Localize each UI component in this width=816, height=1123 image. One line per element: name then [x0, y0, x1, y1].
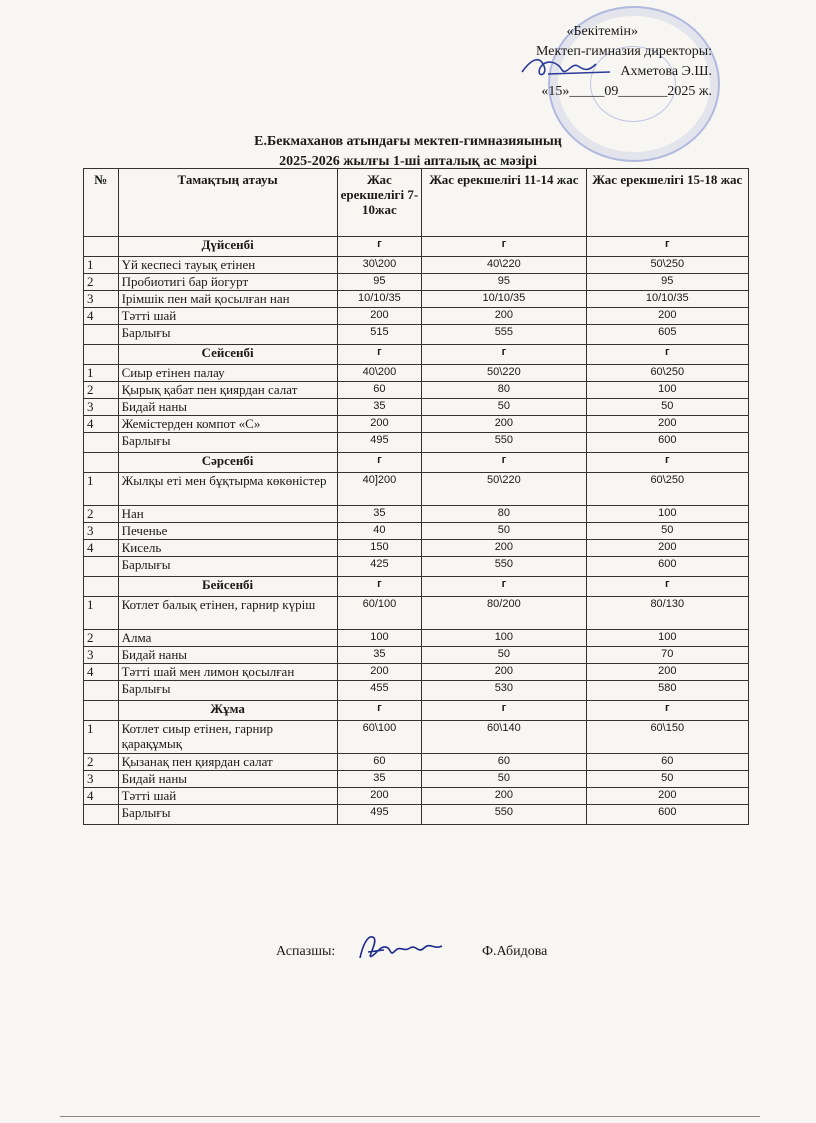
- total-age-7-10: 495: [337, 805, 422, 825]
- total-row-empty-cell: [84, 433, 119, 453]
- item-number: 3: [84, 771, 119, 788]
- total-age-11-14: 555: [422, 325, 586, 345]
- menu-item-row: [84, 788, 749, 805]
- total-age-7-10: 495: [337, 433, 422, 453]
- item-number: 4: [84, 788, 119, 805]
- portion-age-15-18: 60\250: [586, 365, 748, 382]
- total-label: Барлығы: [118, 557, 337, 577]
- unit-label: г: [337, 345, 422, 365]
- portion-age-7-10: 10/10/35: [337, 291, 422, 308]
- day-row-empty-cell: [84, 701, 119, 721]
- menu-item-row: [84, 754, 749, 771]
- table-header-row: [84, 169, 749, 237]
- portion-age-7-10: 35: [337, 399, 422, 416]
- portion-age-11-14: 50: [422, 399, 586, 416]
- portion-age-15-18: 10/10/35: [586, 291, 748, 308]
- portion-age-7-10: 150: [337, 540, 422, 557]
- approval-title: Мектеп-гимназия директоры:: [535, 44, 712, 59]
- dish-name: Сиыр етінен палау: [118, 365, 337, 382]
- unit-label: г: [586, 701, 748, 721]
- cook-label: Аспазшы:: [276, 944, 336, 959]
- dish-name: Үй кеспесі тауық етінен: [118, 257, 337, 274]
- day-name: Сәрсенбі: [118, 453, 337, 473]
- day-row-empty-cell: [84, 577, 119, 597]
- menu-item-row: [84, 664, 749, 681]
- menu-item-row: [84, 257, 749, 274]
- item-number: 2: [84, 754, 119, 771]
- unit-label: г: [422, 453, 586, 473]
- portion-age-11-14: 10/10/35: [422, 291, 586, 308]
- menu-item-row: [84, 597, 749, 630]
- menu-item-row: [84, 274, 749, 291]
- unit-label: г: [422, 345, 586, 365]
- dish-name: Котлет сиыр етінен, гарнир қарақұмық: [118, 721, 337, 754]
- portion-age-11-14: 200: [422, 416, 586, 433]
- portion-age-7-10: 60: [337, 754, 422, 771]
- unit-label: г: [422, 237, 586, 257]
- portion-age-7-10: 40: [337, 523, 422, 540]
- day-name: Дүйсенбі: [118, 237, 337, 257]
- portion-age-7-10: 35: [337, 506, 422, 523]
- director-signature: [518, 52, 614, 84]
- day-name: Бейсенбі: [118, 577, 337, 597]
- day-name: Жұма: [118, 701, 337, 721]
- dish-name: Котлет балық етінен, гарнир күріш: [118, 597, 337, 630]
- footer-cook: [276, 944, 596, 984]
- portion-age-15-18: 60\150: [586, 721, 748, 754]
- total-age-15-18: 600: [586, 557, 748, 577]
- unit-label: г: [337, 577, 422, 597]
- portion-age-15-18: 80/130: [586, 597, 748, 630]
- dish-name: Жылқы еті мен бұқтырма көкөністер: [118, 473, 337, 506]
- unit-label: г: [337, 237, 422, 257]
- portion-age-11-14: 200: [422, 540, 586, 557]
- dish-name: Нан: [118, 506, 337, 523]
- header-dish-name: Тамақтың атауы: [118, 169, 337, 237]
- portion-age-15-18: 60\250: [586, 473, 748, 506]
- portion-age-11-14: 50: [422, 523, 586, 540]
- unit-label: г: [337, 453, 422, 473]
- menu-item-row: [84, 365, 749, 382]
- day-name: Сейсенбі: [118, 345, 337, 365]
- menu-item-row: [84, 473, 749, 506]
- portion-age-11-14: 100: [422, 630, 586, 647]
- total-age-7-10: 515: [337, 325, 422, 345]
- header-age-15-18: Жас ерекшелігі 15-18 жас: [586, 169, 748, 237]
- document-title-line1: Е.Бекмаханов атындағы мектеп-гимназияының: [254, 134, 562, 149]
- menu-item-row: [84, 382, 749, 399]
- portion-age-11-14: 50: [422, 771, 586, 788]
- item-number: 2: [84, 630, 119, 647]
- portion-age-15-18: 200: [586, 416, 748, 433]
- portion-age-15-18: 200: [586, 308, 748, 325]
- unit-label: г: [586, 237, 748, 257]
- total-age-7-10: 425: [337, 557, 422, 577]
- portion-age-7-10: 200: [337, 664, 422, 681]
- portion-age-11-14: 50\220: [422, 365, 586, 382]
- item-number: 1: [84, 365, 119, 382]
- portion-age-11-14: 60\140: [422, 721, 586, 754]
- portion-age-11-14: 200: [422, 788, 586, 805]
- day-row-empty-cell: [84, 453, 119, 473]
- total-age-15-18: 580: [586, 681, 748, 701]
- dish-name: Бидай наны: [118, 647, 337, 664]
- item-number: 1: [84, 473, 119, 506]
- dish-name: Тәтті шай мен лимон қосылған: [118, 664, 337, 681]
- total-age-7-10: 455: [337, 681, 422, 701]
- weekly-menu-table: [83, 168, 749, 825]
- total-row: [84, 681, 749, 701]
- menu-item-row: [84, 416, 749, 433]
- item-number: 2: [84, 274, 119, 291]
- portion-age-15-18: 100: [586, 506, 748, 523]
- portion-age-15-18: 100: [586, 382, 748, 399]
- portion-age-7-10: 40]200: [337, 473, 422, 506]
- portion-age-7-10: 100: [337, 630, 422, 647]
- menu-item-row: [84, 291, 749, 308]
- item-number: 4: [84, 664, 119, 681]
- dish-name: Қырық қабат пен қиярдан салат: [118, 382, 337, 399]
- item-number: 1: [84, 257, 119, 274]
- item-number: 3: [84, 523, 119, 540]
- dish-name: Тәтті шай: [118, 788, 337, 805]
- dish-name: Бидай наны: [118, 399, 337, 416]
- portion-age-11-14: 40\220: [422, 257, 586, 274]
- portion-age-11-14: 50: [422, 647, 586, 664]
- total-row: [84, 325, 749, 345]
- table-body: [84, 237, 749, 825]
- item-number: 4: [84, 308, 119, 325]
- menu-item-row: [84, 630, 749, 647]
- total-label: Барлығы: [118, 681, 337, 701]
- menu-item-row: [84, 523, 749, 540]
- unit-label: г: [422, 577, 586, 597]
- dish-name: Алма: [118, 630, 337, 647]
- dish-name: Қызанақ пен қиярдан салат: [118, 754, 337, 771]
- page-bottom-rule: [60, 1116, 760, 1117]
- cook-signature: [354, 930, 450, 966]
- dish-name: Тәтті шай: [118, 308, 337, 325]
- menu-item-row: [84, 647, 749, 664]
- portion-age-7-10: 60\100: [337, 721, 422, 754]
- portion-age-11-14: 200: [422, 308, 586, 325]
- portion-age-15-18: 50\250: [586, 257, 748, 274]
- unit-label: г: [422, 701, 586, 721]
- portion-age-15-18: 70: [586, 647, 748, 664]
- total-row-empty-cell: [84, 557, 119, 577]
- item-number: 1: [84, 597, 119, 630]
- total-row-empty-cell: [84, 805, 119, 825]
- total-label: Барлығы: [118, 805, 337, 825]
- portion-age-15-18: 95: [586, 274, 748, 291]
- menu-item-row: [84, 771, 749, 788]
- portion-age-7-10: 200: [337, 416, 422, 433]
- item-number: 3: [84, 399, 119, 416]
- unit-label: г: [586, 345, 748, 365]
- menu-item-row: [84, 721, 749, 754]
- total-age-11-14: 550: [422, 805, 586, 825]
- dish-name: Ірімшік пен май қосылған нан: [118, 291, 337, 308]
- document-title: [0, 132, 816, 172]
- total-row: [84, 805, 749, 825]
- total-row: [84, 433, 749, 453]
- menu-item-row: [84, 399, 749, 416]
- total-age-11-14: 550: [422, 557, 586, 577]
- header-age-7-10: Жас ерекшелігі 7-10жас: [337, 169, 422, 237]
- portion-age-11-14: 95: [422, 274, 586, 291]
- day-row-empty-cell: [84, 237, 119, 257]
- day-row: [84, 237, 749, 257]
- portion-age-15-18: 50: [586, 523, 748, 540]
- portion-age-11-14: 80: [422, 382, 586, 399]
- total-age-11-14: 530: [422, 681, 586, 701]
- portion-age-7-10: 60/100: [337, 597, 422, 630]
- item-number: 2: [84, 506, 119, 523]
- day-row-empty-cell: [84, 345, 119, 365]
- portion-age-7-10: 35: [337, 647, 422, 664]
- total-age-11-14: 550: [422, 433, 586, 453]
- portion-age-7-10: 35: [337, 771, 422, 788]
- approval-signer: Ахметова Э.Ш.: [620, 64, 712, 79]
- dish-name: Кисель: [118, 540, 337, 557]
- total-age-15-18: 600: [586, 805, 748, 825]
- header-age-11-14: Жас ерекшелігі 11-14 жас: [422, 169, 586, 237]
- item-number: 3: [84, 291, 119, 308]
- unit-label: г: [586, 577, 748, 597]
- portion-age-11-14: 200: [422, 664, 586, 681]
- total-row-empty-cell: [84, 681, 119, 701]
- portion-age-11-14: 80/200: [422, 597, 586, 630]
- total-row: [84, 557, 749, 577]
- portion-age-15-18: 200: [586, 788, 748, 805]
- portion-age-15-18: 100: [586, 630, 748, 647]
- portion-age-11-14: 50\220: [422, 473, 586, 506]
- day-row: [84, 453, 749, 473]
- portion-age-7-10: 95: [337, 274, 422, 291]
- portion-age-11-14: 60: [422, 754, 586, 771]
- dish-name: Пробиотигі бар йогурт: [118, 274, 337, 291]
- portion-age-7-10: 60: [337, 382, 422, 399]
- day-row: [84, 577, 749, 597]
- total-row-empty-cell: [84, 325, 119, 345]
- total-label: Барлығы: [118, 433, 337, 453]
- dish-name: Бидай наны: [118, 771, 337, 788]
- total-age-15-18: 605: [586, 325, 748, 345]
- menu-item-row: [84, 540, 749, 557]
- item-number: 4: [84, 540, 119, 557]
- item-number: 4: [84, 416, 119, 433]
- item-number: 2: [84, 382, 119, 399]
- portion-age-11-14: 80: [422, 506, 586, 523]
- item-number: 3: [84, 647, 119, 664]
- total-age-15-18: 600: [586, 433, 748, 453]
- portion-age-7-10: 30\200: [337, 257, 422, 274]
- portion-age-15-18: 50: [586, 399, 748, 416]
- approval-stamp-text: «Бекітемін»: [566, 24, 638, 39]
- portion-age-7-10: 200: [337, 788, 422, 805]
- cook-name: Ф.Абидова: [482, 944, 548, 959]
- day-row: [84, 345, 749, 365]
- approval-date: «15»_____09_______2025 ж.: [541, 84, 712, 99]
- portion-age-15-18: 200: [586, 540, 748, 557]
- dish-name: Печенье: [118, 523, 337, 540]
- unit-label: г: [337, 701, 422, 721]
- dish-name: Жемістерден компот «С»: [118, 416, 337, 433]
- total-label: Барлығы: [118, 325, 337, 345]
- day-row: [84, 701, 749, 721]
- unit-label: г: [586, 453, 748, 473]
- portion-age-15-18: 200: [586, 664, 748, 681]
- portion-age-7-10: 40\200: [337, 365, 422, 382]
- menu-item-row: [84, 506, 749, 523]
- portion-age-7-10: 200: [337, 308, 422, 325]
- item-number: 1: [84, 721, 119, 754]
- menu-item-row: [84, 308, 749, 325]
- portion-age-15-18: 50: [586, 771, 748, 788]
- header-no: №: [84, 169, 119, 237]
- portion-age-15-18: 60: [586, 754, 748, 771]
- document-title-line2: 2025-2026 жылғы 1-ші апталық ас мәзірі: [279, 154, 537, 169]
